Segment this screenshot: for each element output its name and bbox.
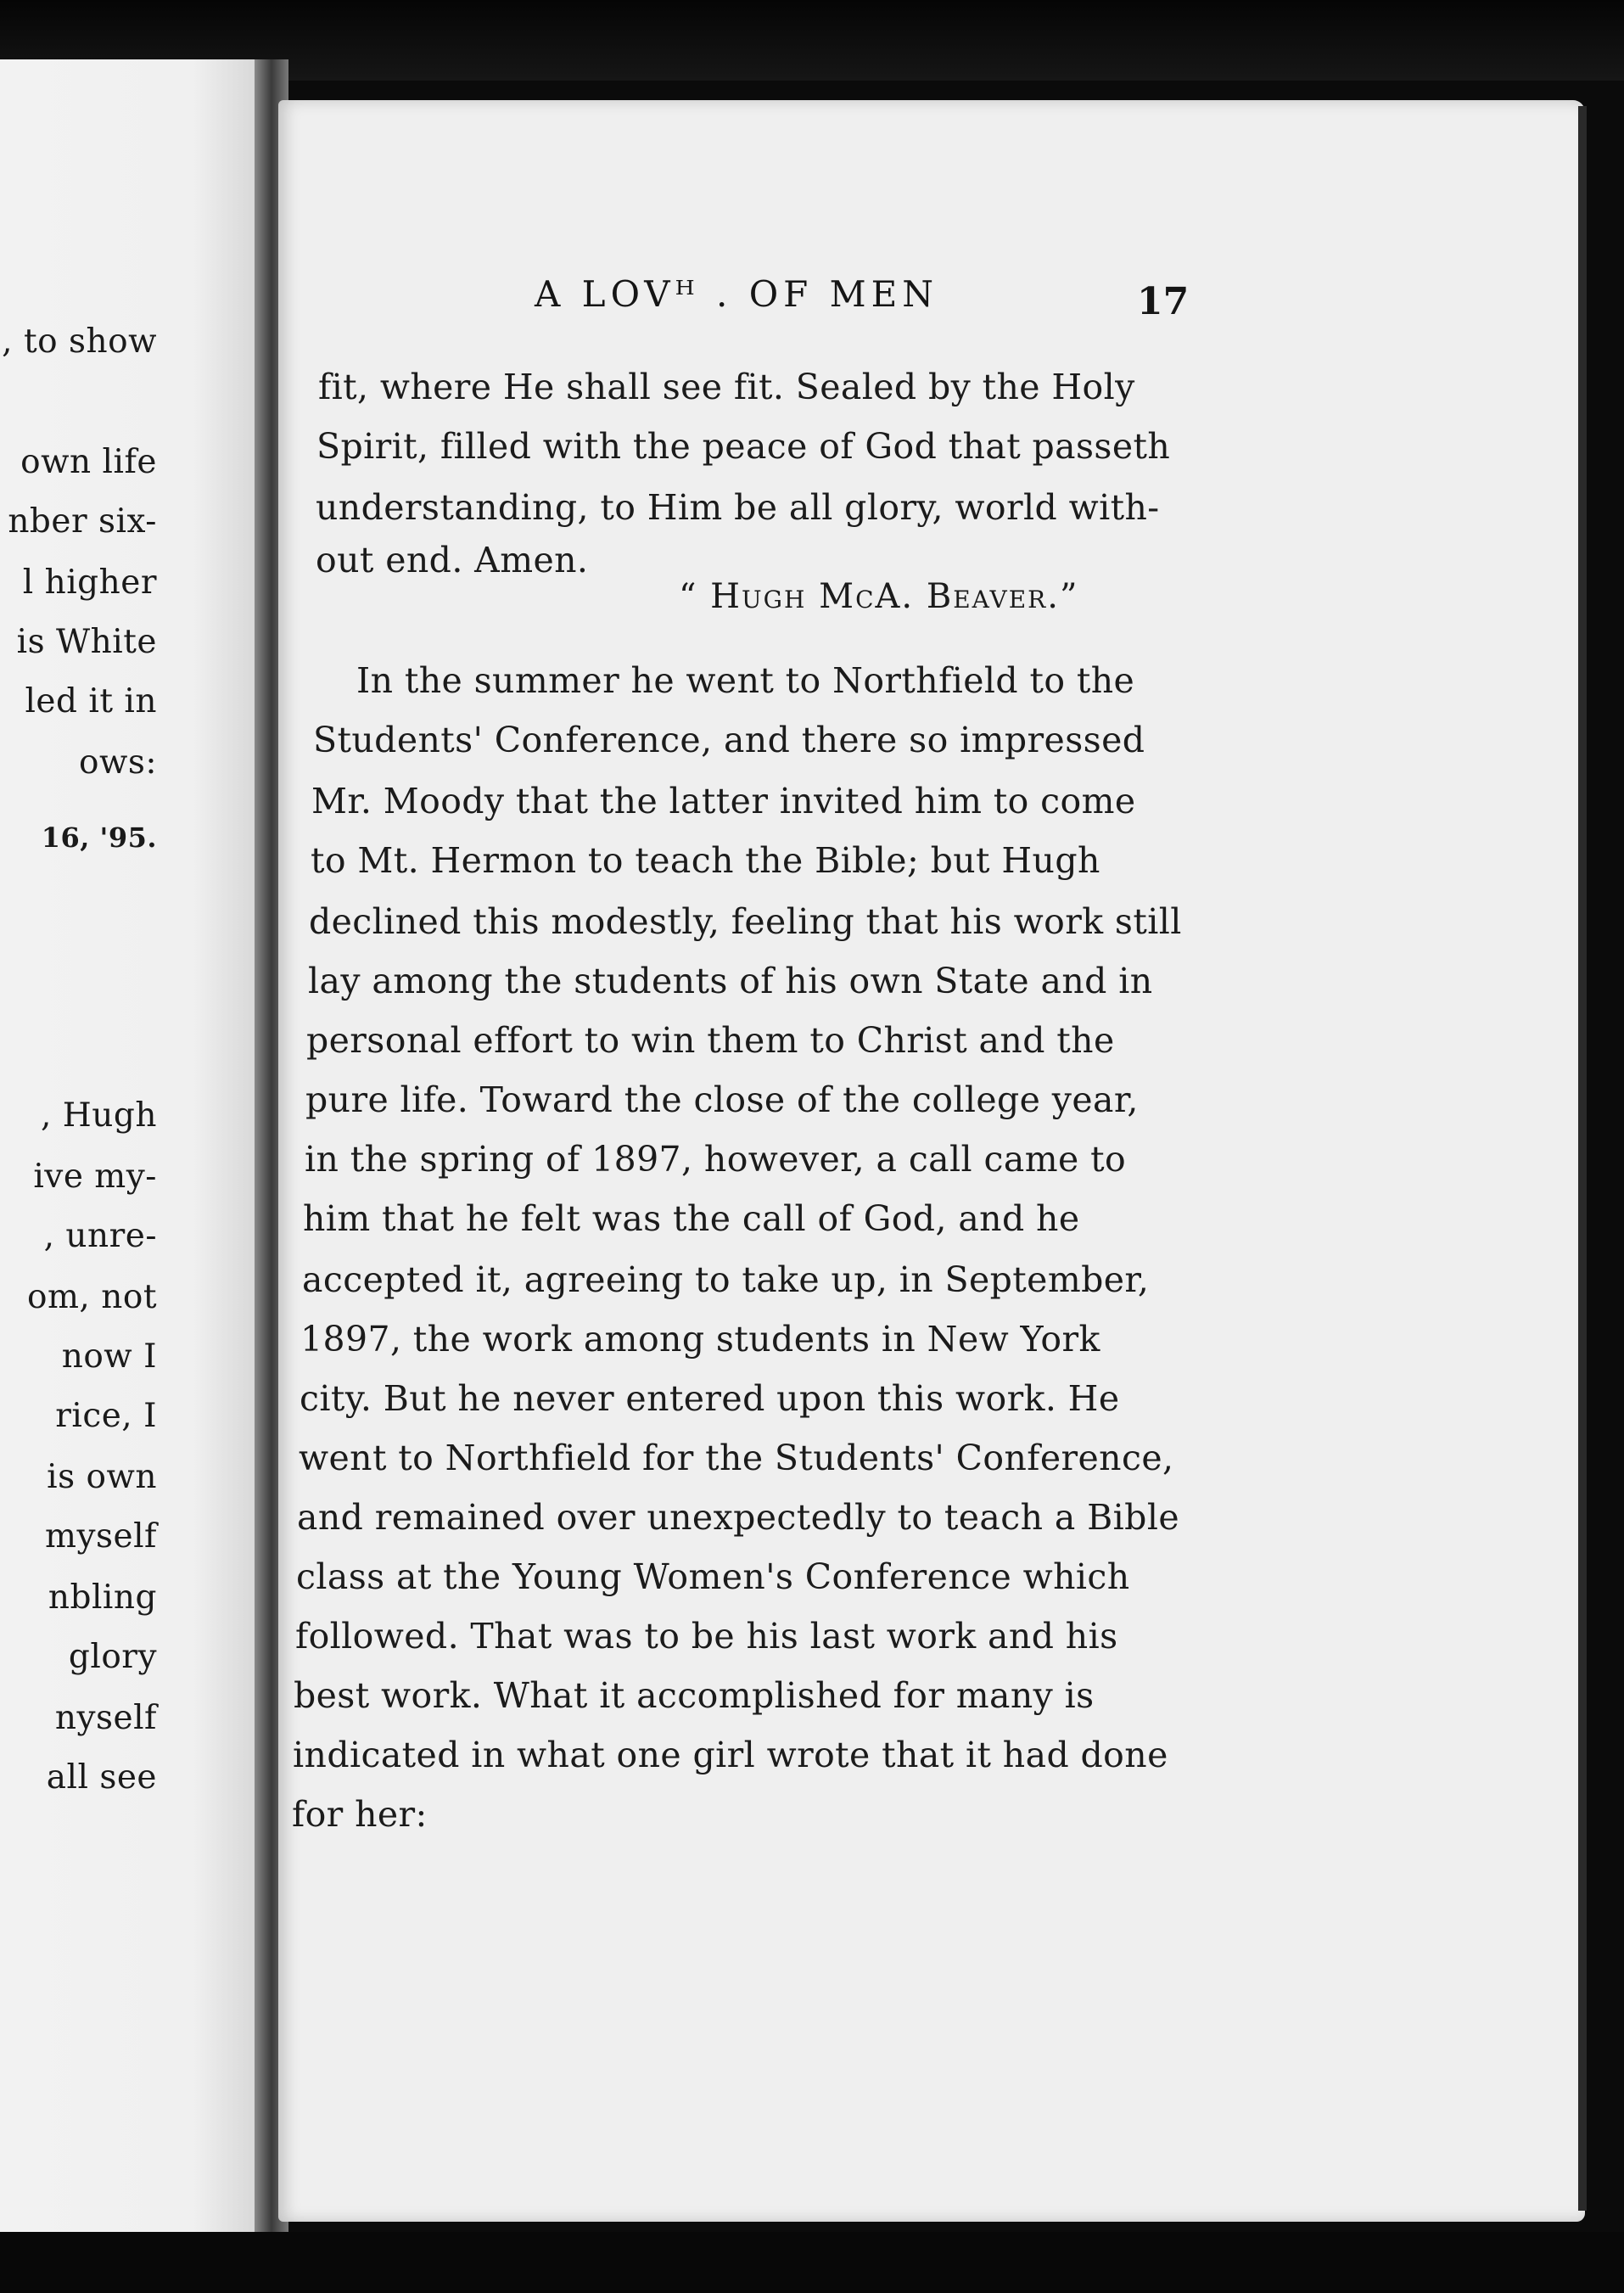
body-line: in the spring of 1897, however, a call came to bbox=[305, 1139, 1127, 1180]
left-page-line: own life bbox=[20, 443, 157, 481]
body-line: indicated in what one girl wrote that it had done bbox=[293, 1735, 1168, 1775]
left-page-line: nyself bbox=[54, 1699, 157, 1737]
body-line: understanding, to Him be all glory, world with- bbox=[316, 487, 1160, 528]
left-page-line: myself bbox=[44, 1517, 157, 1556]
page-number: 17 bbox=[1137, 280, 1190, 323]
body-line: Mr. Moody that the latter invited him to come bbox=[311, 781, 1136, 821]
left-page-line: glory bbox=[68, 1638, 157, 1676]
left-page-line: , unre- bbox=[43, 1217, 157, 1255]
left-page-line: now I bbox=[61, 1337, 157, 1376]
body-line: and remained over unexpectedly to teach a Bible bbox=[297, 1497, 1179, 1538]
body-line: 1897, the work among students in New York bbox=[300, 1319, 1100, 1360]
left-page-line: is White bbox=[16, 623, 157, 661]
body-line: fit, where He shall see fit. Sealed by the Holy bbox=[318, 367, 1135, 407]
left-page-line: , to show bbox=[2, 322, 157, 361]
left-page-line: nbling bbox=[48, 1578, 157, 1617]
left-page-line: 16, '95. bbox=[41, 821, 157, 854]
body-line: In the summer he went to Northfield to the bbox=[356, 660, 1135, 701]
left-page-line: is own bbox=[47, 1458, 157, 1496]
body-line: Spirit, filled with the peace of God that passeth bbox=[316, 426, 1171, 467]
left-page-line: ive my- bbox=[33, 1158, 157, 1196]
left-page-line: all see bbox=[46, 1758, 157, 1797]
body-line: declined this modestly, feeling that his work still bbox=[309, 901, 1182, 942]
left-page-line: ows: bbox=[78, 743, 157, 782]
body-line: him that he felt was the call of God, and he bbox=[303, 1198, 1080, 1239]
body-line: followed. That was to be his last work and his bbox=[295, 1616, 1118, 1657]
body-line: out end. Amen. bbox=[316, 540, 589, 580]
scanner-bottom-band bbox=[0, 2232, 1624, 2293]
body-line: Students' Conference, and there so impressed bbox=[313, 720, 1145, 760]
body-line: pure life. Toward the close of the college year, bbox=[305, 1079, 1139, 1120]
left-page-line: , Hugh bbox=[40, 1096, 157, 1135]
body-line: accepted it, agreeing to take up, in September, bbox=[302, 1259, 1150, 1300]
body-line: personal effort to win them to Christ and the bbox=[306, 1020, 1115, 1061]
running-head: A LOVᴴ . OF MEN bbox=[535, 273, 939, 315]
left-page-line: rice, I bbox=[55, 1397, 157, 1435]
body-line: class at the Young Women's Conference which bbox=[296, 1556, 1130, 1597]
left-page-line: nber six- bbox=[8, 502, 157, 541]
left-page-line: led it in bbox=[25, 682, 157, 720]
body-line: for her: bbox=[292, 1794, 428, 1835]
body-line: city. But he never entered upon this work. He bbox=[300, 1378, 1120, 1419]
left-page-line: l higher bbox=[22, 563, 157, 602]
body-line: went to Northfield for the Students' Conference, bbox=[299, 1438, 1174, 1478]
signature: “ Hugh McA. Beaver.” bbox=[679, 577, 1079, 616]
body-line: to Mt. Hermon to teach the Bible; but Hugh bbox=[311, 840, 1100, 881]
body-line: best work. What it accomplished for many is bbox=[294, 1675, 1095, 1716]
body-line: lay among the students of his own State and in bbox=[308, 961, 1153, 1001]
left-page-line: om, not bbox=[26, 1278, 157, 1316]
